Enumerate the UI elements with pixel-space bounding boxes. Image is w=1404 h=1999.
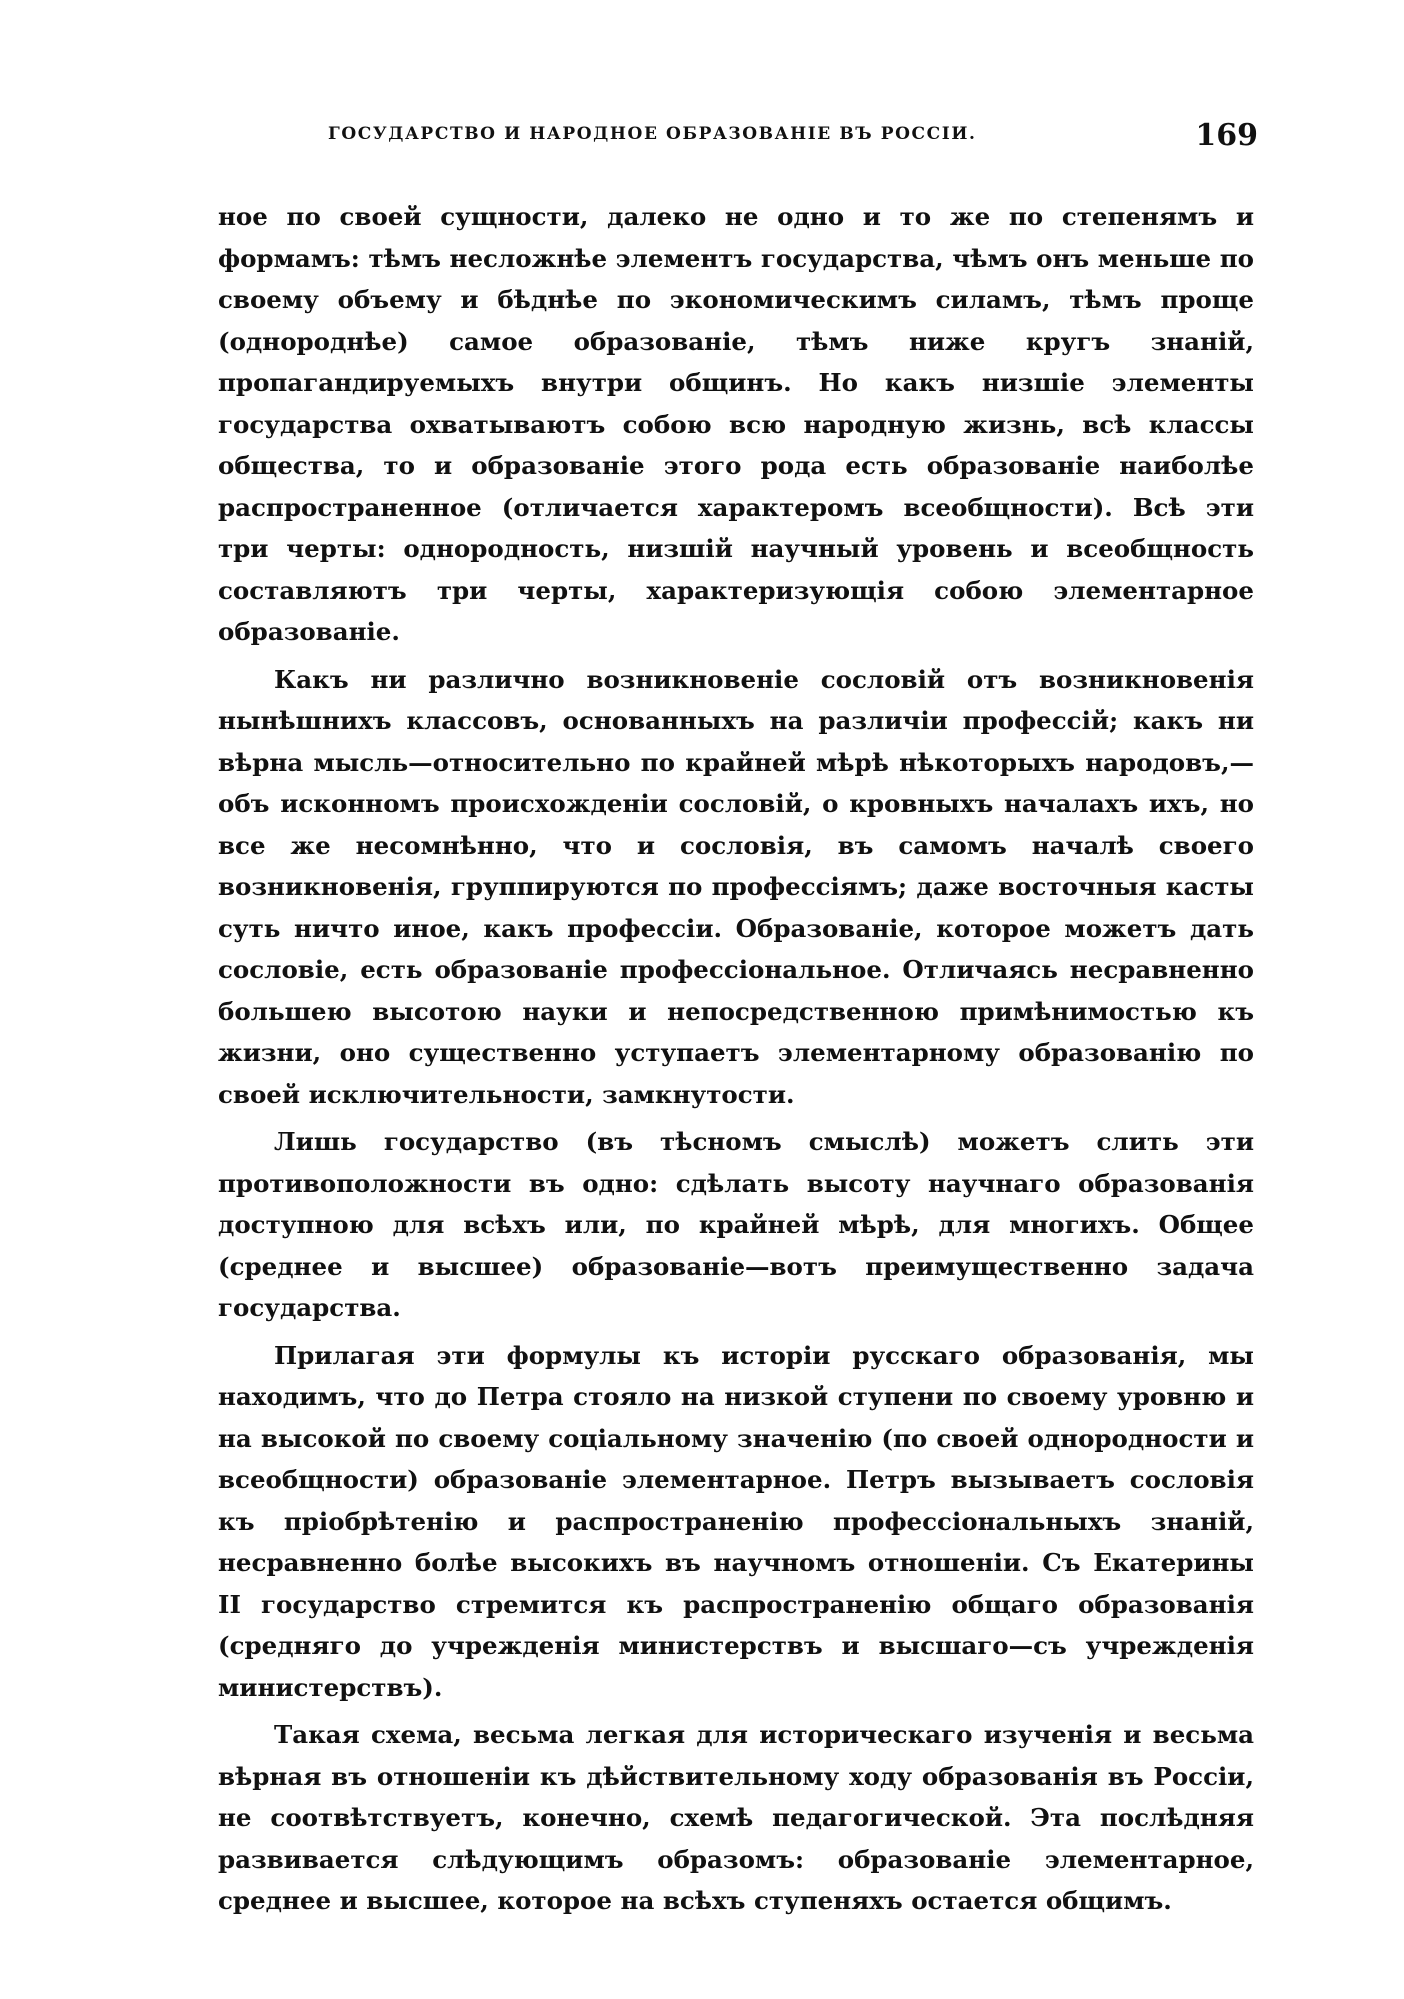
paragraph-5: Такая схема, весьма легкая для историческаго изученія и весьма вѣрная въ отношеніи къ дѣйствительному ходу образованія въ Россіи, не соотвѣтствуетъ, конечно, схемѣ педагогической. Эта послѣдняя развивается слѣдующимъ образомъ: образованіе элементарное, среднее и высшее, которое на всѣхъ ступеняхъ остается общимъ. xyxy=(218,1720,1254,1915)
page-number: 169 xyxy=(1195,118,1258,153)
paragraph-4: Прилагая эти формулы къ исторіи русскаго образованія, мы находимъ, что до Петра стояло на низкой ступени по своему уровню и на высокой по своему соціальному значенію (по своей однородности и всеобщности) образованіе элементарное. Петръ вызываетъ сословія къ пріобрѣтенію и распространенію профессіональныхъ знаній, несравненно болѣе высокихъ въ научномъ отношеніи. Съ Екатерины II государство стремится къ распространенію общаго образованія (средняго до учрежденія министерствъ и высшаго—съ учрежденія министерствъ). xyxy=(218,1340,1254,1702)
paragraph-3: Лишь государство (въ тѣсномъ смыслѣ) можетъ слить эти противоположности въ одно: сдѣлать высоту научнаго образованія доступною для всѣхъ или, по крайней мѣрѣ, для многихъ. Общее (среднее и высшее) образованіе—вотъ преимущественно задача государства. xyxy=(218,1127,1254,1322)
running-head xyxy=(270,118,1260,158)
running-title: ГОСУДАРСТВО И НАРОДНОЕ ОБРАЗОВАНІЕ ВЪ РОССІИ. xyxy=(328,124,977,144)
paragraph-2: Какъ ни различно возникновеніе сословій отъ возникновенія нынѣшнихъ классовъ, основанныхъ на различіи профессій; какъ ни вѣрна мысль—относительно по крайней мѣрѣ нѣкоторыхъ народовъ,—объ исконномъ происхожденіи сословій, о кровныхъ началахъ ихъ, но все же несомнѣнно, что и сословія, въ самомъ началѣ своего возникновенія, группируются по профессіямъ; даже восточныя касты суть ничто иное, какъ профессіи. Образованіе, которое можетъ дать сословіе, есть образованіе профессіональное. Отличаясь несравненно большею высотою науки и непосредственною примѣнимостью къ жизни, оно существенно уступаетъ элементарному образованію по своей исключительности, замкнутости. xyxy=(218,664,1254,1109)
body-text xyxy=(218,196,1254,1922)
paragraph-1: ное по своей сущности, далеко не одно и то же по степенямъ и формамъ: тѣмъ несложнѣе элементъ государства, чѣмъ онъ меньше по своему объему и бѣднѣе по экономическимъ силамъ, тѣмъ проще (однороднѣе) самое образованіе, тѣмъ ниже кругъ знаній, пропагандируемыхъ внутри общинъ. Но какъ низшіе элементы государства охватываютъ собою всю народную жизнь, всѣ классы общества, то и образованіе этого рода есть образованіе наиболѣе распространенное (отличается характеромъ всеобщности). Всѣ эти три черты: однородность, низшій научный уровень и всеобщность составляютъ три черты, характеризующія собою элементарное образованіе. xyxy=(218,202,1254,646)
